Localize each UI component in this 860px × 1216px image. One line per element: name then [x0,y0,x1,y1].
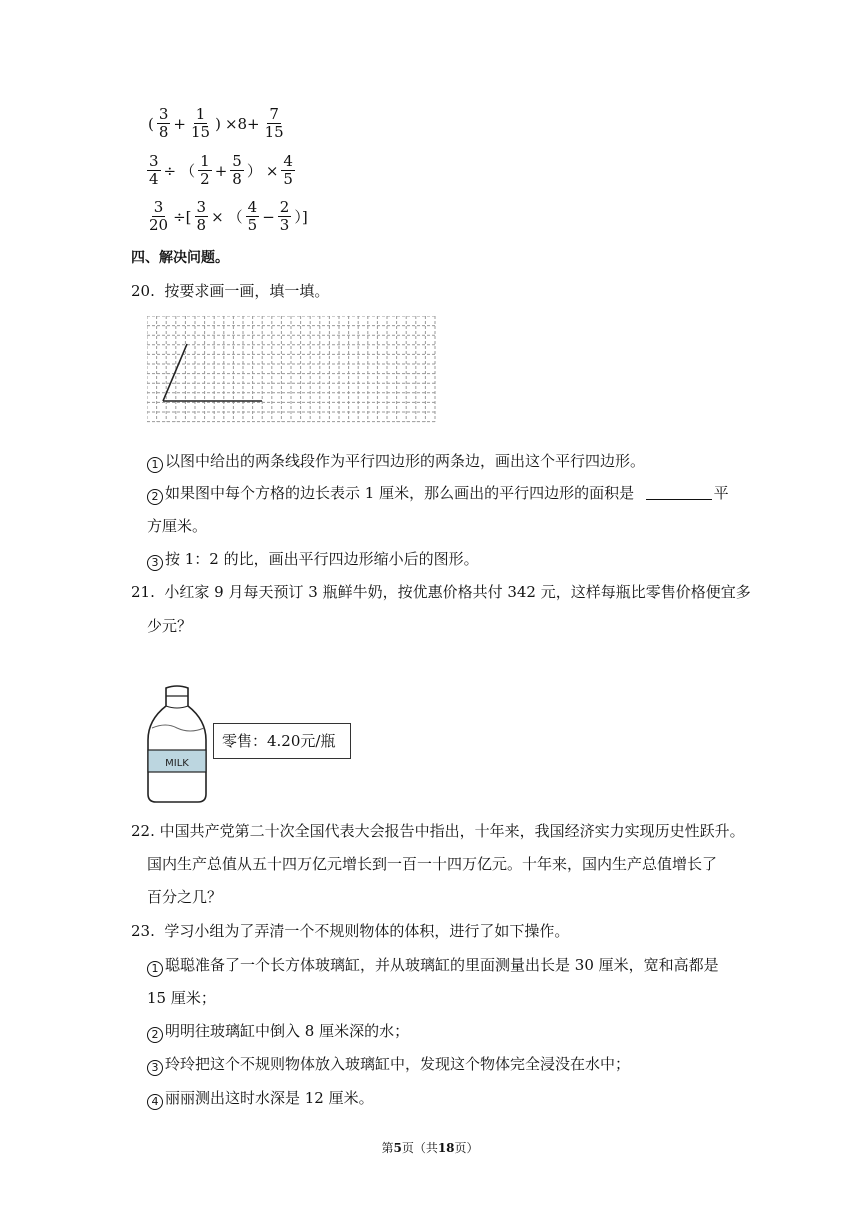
fraction: $\frac{3}{8}$ [158,105,169,141]
circled-number: 2 [147,489,163,505]
expression-2: $\frac{3}{4}$ ÷ （ $\frac{1}{2}$ + $\frac{5}{8}$ ） × $\frac{4}{5}$ [149,152,293,188]
fraction: $\frac{3}{20}$ [149,198,169,234]
fraction: $\frac{1}{2}$ [200,152,210,188]
answer-blank[interactable] [646,484,712,500]
fraction: $\frac{7}{15}$ [264,105,284,141]
fraction: $\frac{2}{3}$ [279,198,290,234]
page-footer: 第5页（共18页） [381,1141,479,1155]
q23-step-3: 3 玲玲把这个不规则物体放入玻璃缸中，发现这个物体完全浸没在水中； [147,1054,630,1076]
circled-number: 2 [147,1027,163,1043]
fraction: $\frac{4}{5}$ [247,198,258,234]
circled-number: 4 [147,1094,163,1110]
expression-1: ( $\frac{3}{8}$ + $\frac{1}{15}$ ) ×8+ $\frac{7}{15}$ [148,105,284,141]
question-23: 23. 学习小组为了弄清一个不规则物体的体积，进行了如下操作。 [131,922,570,940]
q23-step-1: 1 聪聪准备了一个长方体玻璃缸，并从玻璃缸的里面测量出长是 30 厘米，宽和高都是 [147,955,719,977]
q20-part-3: 3 按 1：2 的比，画出平行四边形缩小后的图形。 [147,549,479,571]
question-21-cont: 少元？ [147,617,193,635]
fraction: $\frac{4}{5}$ [283,152,293,188]
milk-bottle-icon [146,684,208,806]
section-heading: 四、解决问题。 [131,250,229,266]
q23-step-1-cont: 15 厘米； [147,989,216,1007]
fraction: $\frac{3}{4}$ [149,152,159,188]
q20-part-2-cont: 方厘米。 [147,517,208,535]
page-total: 18 [437,1141,455,1155]
expression-3: $\frac{3}{20}$ ÷[ $\frac{3}{8}$ × （ $\frac{4}{5}$ − $\frac{2}{3}$ ）] [149,198,308,234]
grid-figure [147,316,437,426]
q20-part-2: 2 如果图中每个方格的边长表示 1 厘米，那么画出的平行四边形的面积是 平 [147,483,729,505]
circled-number: 1 [147,961,163,977]
q20-part-1: 1 以图中给出的两条线段作为平行四边形的两条边，画出这个平行四边形。 [147,451,645,473]
fraction: $\frac{3}{8}$ [196,198,207,234]
q23-step-2: 2 明明往玻璃缸中倒入 8 厘米深的水； [147,1021,409,1043]
fraction: $\frac{1}{15}$ [190,105,211,141]
price-tag: 零售：4.20元/瓶 [213,723,351,759]
question-21: 21. 小红家 9 月每天预订 3 瓶鲜牛奶，按优惠价格共付 342 元，这样每瓶比零售价格便宜多 [131,583,751,601]
circled-number: 3 [147,555,163,571]
question-20: 20. 按要求画一画，填一填。 [131,282,330,300]
q23-step-4: 4 丽丽测出这时水深是 12 厘米。 [147,1088,374,1110]
circled-number: 3 [147,1060,163,1076]
circled-number: 1 [147,457,163,473]
page-number: 5 [393,1141,402,1155]
bottle-label: MILK [165,758,189,769]
question-22-cont-1: 国内生产总值从五十四万亿元增长到一百一十四万亿元。十年来，国内生产总值增长了 [147,855,718,873]
fraction: $\frac{5}{8}$ [232,152,242,188]
question-22: 22. 中国共产党第二十次全国代表大会报告中指出，十年来，我国经济实力实现历史性跃升。 [131,822,745,840]
question-22-cont-2: 百分之几？ [147,888,223,906]
